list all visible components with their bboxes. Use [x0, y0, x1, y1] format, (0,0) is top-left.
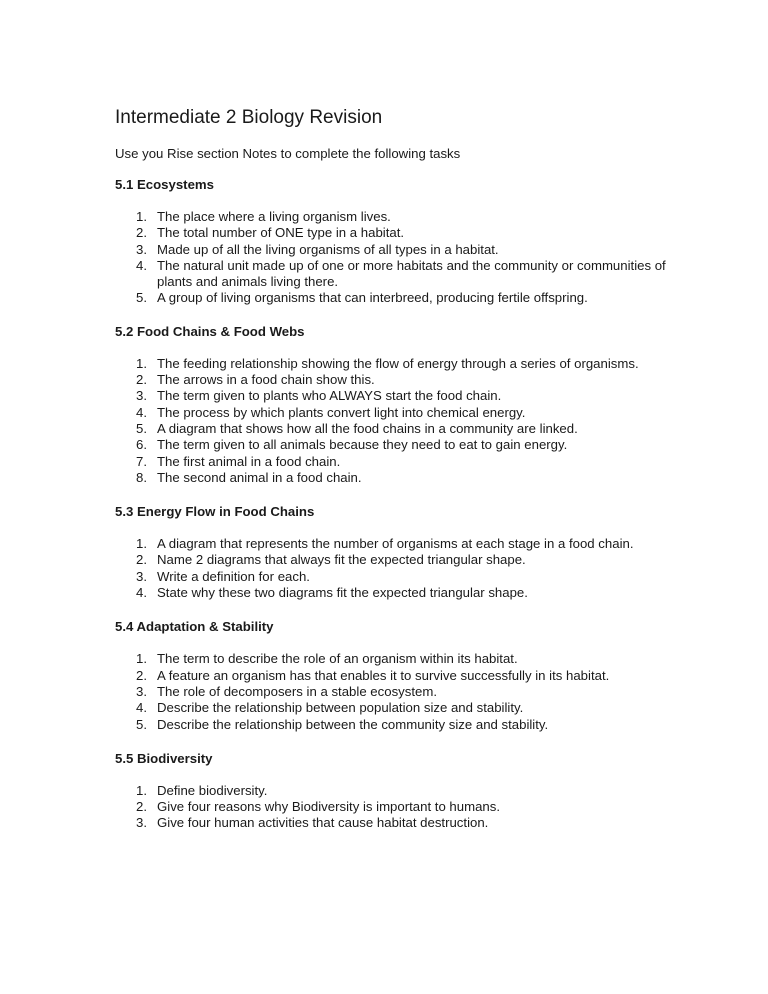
- list-item: [115, 388, 680, 404]
- list-item: [115, 225, 680, 241]
- list-item: [115, 585, 680, 601]
- section-adaptation-stability: [115, 619, 680, 732]
- list-item: [115, 470, 680, 486]
- item-text: The second animal in a food chain.: [157, 469, 362, 485]
- item-text: Describe the relationship between population size and stability.: [157, 700, 524, 716]
- list-item: [115, 569, 680, 585]
- task-list: [115, 651, 680, 732]
- item-number: 3.: [136, 241, 147, 257]
- item-text: Made up of all the living organisms of all types in a habitat.: [157, 241, 499, 257]
- list-item: [115, 552, 680, 568]
- section-heading: 5.2 Food Chains & Food Webs: [115, 323, 305, 339]
- item-text: The term given to all animals because they need to eat to gain energy.: [157, 437, 568, 453]
- list-item: [115, 717, 680, 733]
- item-number: 4.: [136, 585, 147, 601]
- item-text: The process by which plants convert light into chemical energy.: [157, 404, 526, 420]
- item-text: The natural unit made up of one or more habitats and the community or communities of plants and animals living there.: [157, 257, 666, 290]
- item-text: The term given to plants who ALWAYS start the food chain.: [157, 388, 502, 404]
- item-number: 2.: [136, 667, 147, 683]
- item-number: 3.: [136, 815, 147, 831]
- task-list: [115, 536, 680, 601]
- list-item: [115, 684, 680, 700]
- item-number: 1.: [136, 536, 147, 552]
- item-number: 1.: [136, 209, 147, 224]
- item-text: The first animal in a food chain.: [157, 453, 341, 469]
- list-item: [115, 651, 680, 667]
- section-heading: 5.1 Ecosystems: [115, 177, 214, 192]
- item-number: 4.: [136, 404, 147, 420]
- item-number: 3.: [136, 683, 147, 699]
- list-item: [115, 209, 680, 225]
- item-number: 8.: [136, 469, 147, 485]
- list-item: [115, 372, 680, 388]
- section-heading: 5.3 Energy Flow in Food Chains: [115, 504, 315, 520]
- item-text: The total number of ONE type in a habitat.: [157, 225, 405, 241]
- item-number: 3.: [136, 388, 147, 404]
- item-text: The place where a living organism lives.: [157, 209, 391, 224]
- item-text: A diagram that represents the number of organisms at each stage in a food chain.: [157, 536, 634, 552]
- item-text: The role of decomposers in a stable ecosystem.: [157, 683, 438, 699]
- item-text: State why these two diagrams fit the expected triangular shape.: [157, 585, 528, 601]
- item-text: A diagram that shows how all the food chains in a community are linked.: [157, 420, 578, 436]
- list-item: [115, 668, 680, 684]
- section-ecosystems: [115, 177, 680, 307]
- item-text: Write a definition for each.: [157, 568, 310, 584]
- item-number: 1.: [136, 651, 147, 667]
- list-item: [115, 815, 680, 831]
- item-text: The arrows in a food chain show this.: [157, 372, 375, 388]
- item-number: 2.: [136, 799, 147, 815]
- list-item: [115, 290, 680, 306]
- item-number: 5.: [136, 290, 147, 306]
- list-item: [115, 405, 680, 421]
- task-list: [115, 356, 680, 486]
- item-number: 1.: [136, 782, 147, 798]
- item-number: 2.: [136, 372, 147, 388]
- item-text: A group of living organisms that can interbreed, producing fertile offspring.: [157, 290, 588, 306]
- item-number: 6.: [136, 437, 147, 453]
- task-list: [115, 783, 680, 832]
- list-item: [115, 258, 680, 291]
- list-item: [115, 536, 680, 552]
- section-food-chains: [115, 324, 680, 486]
- item-number: 2.: [136, 552, 147, 568]
- item-number: 5.: [136, 716, 147, 732]
- item-number: 2.: [136, 225, 147, 241]
- item-number: 7.: [136, 453, 147, 469]
- item-text: Name 2 diagrams that always fit the expected triangular shape.: [157, 552, 526, 568]
- item-text: Describe the relationship between the community size and stability.: [157, 716, 549, 732]
- item-number: 3.: [136, 568, 147, 584]
- section-biodiversity: [115, 751, 680, 832]
- item-text: Define biodiversity.: [157, 782, 268, 798]
- item-text: A feature an organism has that enables it to survive successfully in its habitat.: [157, 667, 610, 683]
- item-number: 4.: [136, 700, 147, 716]
- task-list: [115, 209, 680, 307]
- list-item: [115, 437, 680, 453]
- instructions-text: Use you Rise section Notes to complete the following tasks: [115, 146, 461, 161]
- item-text: Give four reasons why Biodiversity is important to humans.: [157, 799, 501, 815]
- item-number: 5.: [136, 420, 147, 436]
- item-number: 1.: [136, 355, 147, 371]
- item-number: 4.: [136, 257, 147, 273]
- list-item: [115, 799, 680, 815]
- document-body: [115, 107, 680, 832]
- document-title: Intermediate 2 Biology Revision: [115, 107, 383, 128]
- list-item: [115, 700, 680, 716]
- section-energy-flow: [115, 504, 680, 601]
- list-item: [115, 356, 680, 372]
- item-text: The feeding relationship showing the flow of energy through a series of organisms.: [157, 355, 639, 371]
- item-text: Give four human activities that cause habitat destruction.: [157, 815, 489, 831]
- section-heading: 5.4 Adaptation & Stability: [115, 619, 274, 635]
- list-item: [115, 242, 680, 258]
- list-item: [115, 421, 680, 437]
- list-item: [115, 454, 680, 470]
- section-heading: 5.5 Biodiversity: [115, 750, 213, 766]
- item-text: The term to describe the role of an organism within its habitat.: [157, 651, 518, 667]
- list-item: [115, 783, 680, 799]
